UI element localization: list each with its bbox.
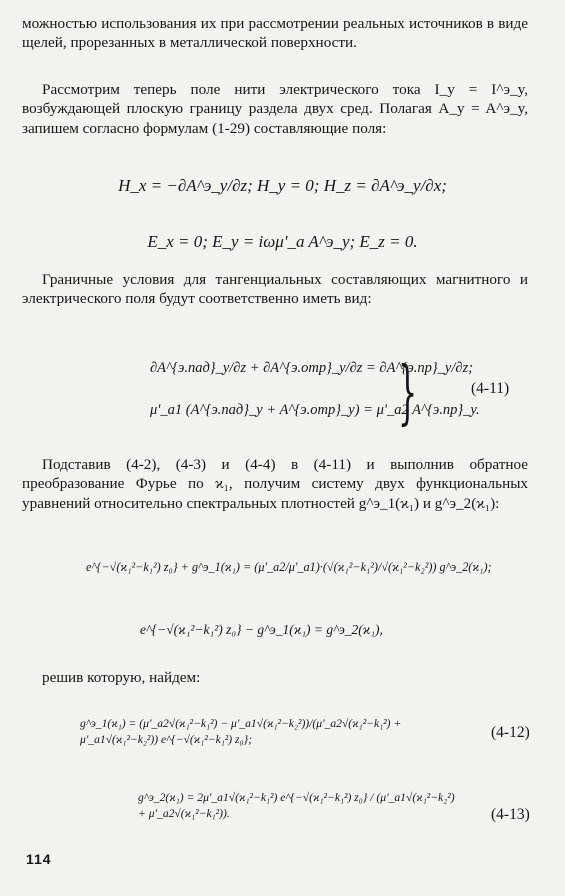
paragraph-1: можностью использования их при рассмотрении реальных источников в виде щелей, прорезанных в металлической поверхности.	[22, 15, 528, 52]
equation-boundary-1: ∂A^{э.пад}_y/∂z + ∂A^{э.отр}_y/∂z = ∂A^{э.пр}_y/∂z;	[150, 360, 474, 376]
equation-boundary-2: μ'_a1 (A^{э.пад}_y + A^{э.отр}_y) = μ'_a2 A^{э.пр}_y.	[150, 402, 480, 418]
equation-g1: g^э_1(ϰ₁) = (μ'_a2√(ϰ₁²−k₁²) − μ'_a1√(ϰ₁²−k₂²))/(μ'_a2√(ϰ₁²−k₁²) + μ'_a1√(ϰ₁²−k₂²)) e^{−√(ϰ₁²−k₁²) z₀};	[80, 717, 402, 746]
paragraph-4: Подставив (4-2), (4-3) и (4-4) в (4-11) и выполнив обратное преобразование Фурье по ϰ₁, получим систему двух функциональных уравнений относительно спектральных плотностей g^э_1(ϰ₁) и g^э_2(ϰ₁):	[22, 456, 528, 512]
equation-number-4-11: (4-11)	[471, 380, 510, 397]
paragraph-2: Рассмотрим теперь поле нити электрического тока I_y = I^э_y, возбуждающей плоскую границу раздела двух сред. Полагая A_y = A^э_y, запишем согласно формулам (1-29) составляющие поля:	[22, 81, 528, 137]
equation-e-fields: E_x = 0; E_y = iωμ'_a A^э_y; E_z = 0.	[147, 232, 418, 251]
equation-system-1: e^{−√(ϰ₁²−k₁²) z₀} + g^э_1(ϰ₁) = (μ'_a2/μ'_a1)·(√(ϰ₁²−k₁²)/√(ϰ₁²−k₂²)) g^э_2(ϰ₁);	[86, 560, 492, 574]
equation-g2: g^э_2(ϰ₁) = 2μ'_a1√(ϰ₁²−k₁²) e^{−√(ϰ₁²−k₁²) z₀} / (μ'_a1√(ϰ₁²−k₂²) + μ'_a2√(ϰ₁²−k₁²)).	[138, 791, 455, 820]
paragraph-5: решив которую, найдем:	[42, 669, 201, 686]
right-brace: }	[398, 352, 418, 433]
equation-h-fields: H_x = −∂A^э_y/∂z; H_y = 0; H_z = ∂A^э_y/∂x;	[118, 176, 447, 195]
paragraph-3: Граничные условия для тангенциальных составляющих магнитного и электрического поля будут соответственно иметь вид:	[22, 271, 528, 308]
equation-system-2: e^{−√(ϰ₁²−k₁²) z₀} − g^э_1(ϰ₁) = g^э_2(ϰ₁),	[140, 622, 383, 637]
page-number: 114	[26, 851, 52, 867]
equation-number-4-13: (4-13)	[491, 806, 530, 823]
equation-number-4-12: (4-12)	[491, 724, 530, 741]
